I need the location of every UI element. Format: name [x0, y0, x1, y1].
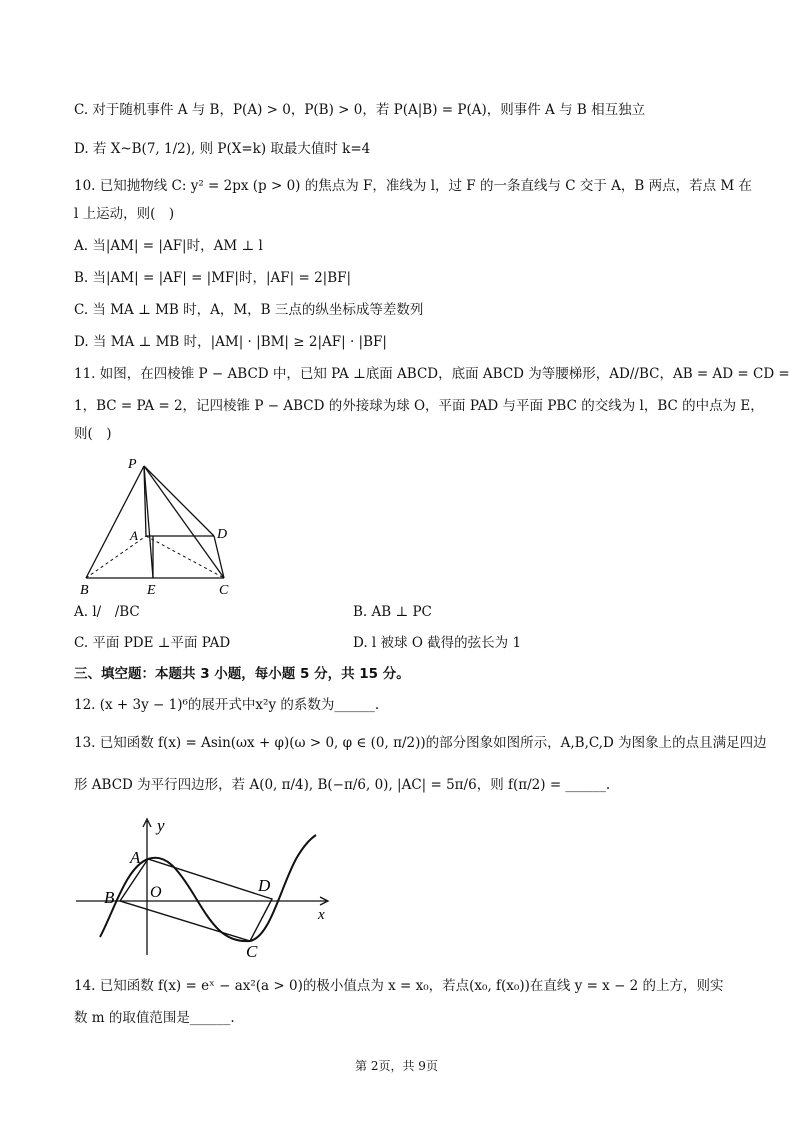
label-x: x	[318, 907, 325, 923]
q11-option-c: C. 平面 PDE ⊥平面 PAD	[74, 635, 231, 651]
label-e: E	[147, 583, 156, 598]
q10-option-b: B. 当|AM| = |AF| = |MF|时，|AF| = 2|BF|	[74, 270, 352, 286]
label-d: D	[217, 527, 228, 542]
q9-option-d: D. 若 X~B(7, 1/2), 则 P(X=k) 取最大值时 k=4	[74, 141, 371, 157]
label-a: A	[130, 528, 138, 543]
q13-stem-line1: 13. 已知函数 f(x) = Asin(ωx + φ)(ω > 0, φ ∈ (0, π/2))的部分图象如图所示，A,B,C,D 为图象上的点且满足四边	[74, 735, 767, 751]
q10-option-c: C. 当 MA ⊥ MB 时，A，M，B 三点的纵坐标成等差数列	[74, 302, 424, 318]
q14-stem-line1: 14. 已知函数 f(x) = eˣ − ax²(a > 0)的极小值点为 x = x₀，若点(x₀, f(x₀))在直线 y = x − 2 的上方，则实	[74, 978, 724, 994]
q9-option-c: C. 对于随机事件 A 与 B，P(A) > 0，P(B) > 0，若 P(A|B) = P(A)，则事件 A 与 B 相互独立	[74, 102, 646, 118]
sine-graph-figure	[74, 815, 344, 963]
q13-stem-line2: 形 ABCD 为平行四边形，若 A(0, π/4), B(−π/6, 0), |AC| = 5π/6，则 f(π/2) = ______.	[74, 777, 611, 793]
label-b: B	[80, 583, 89, 598]
label-y: y	[157, 816, 165, 835]
pyramid-figure	[74, 452, 244, 600]
q11-stem-line3: 则( )	[74, 426, 112, 442]
q11-option-b: B. AB ⊥ PC	[353, 604, 432, 620]
q12-stem: 12. (x + 3y − 1)⁶的展开式中x²y 的系数为______.	[74, 697, 380, 713]
label-b: B	[104, 888, 115, 907]
q10-option-d: D. 当 MA ⊥ MB 时，|AM| · |BM| ≥ 2|AF| · |BF|	[74, 334, 387, 350]
q11-option-a: A. l/ /BC	[74, 604, 140, 620]
edge-pb	[86, 466, 144, 578]
label-o: O	[150, 884, 162, 901]
q10-stem-line1: 10. 已知抛物线 C: y² = 2px (p > 0) 的焦点为 F，准线为 l，过 F 的一条直线与 C 交于 A，B 两点，若点 M 在	[74, 178, 753, 194]
label-d: D	[258, 876, 271, 895]
q11-stem-line2: 1，BC = PA = 2，记四棱锥 P − ABCD 的外接球为球 O，平面 PAD 与平面 PBC 的交线为 l，BC 的中点为 E，	[74, 398, 764, 414]
q10-option-a: A. 当|AM| = |AF|时，AM ⊥ l	[74, 238, 263, 254]
section-heading: 三、填空题：本题共 3 小题，每小题 5 分，共 15 分。	[74, 666, 410, 682]
edge-pc	[144, 466, 224, 578]
q10-stem-line2: l 上运动，则( )	[74, 206, 175, 222]
label-c: C	[246, 942, 258, 961]
q11-stem-line1: 11. 如图，在四棱锥 P − ABCD 中，已知 PA ⊥底面 ABCD，底面 ABCD 为等腰梯形，AD//BC，AB = AD = CD =	[74, 366, 790, 382]
edge-ac-hidden	[146, 536, 224, 578]
edge-pd	[144, 466, 214, 536]
q14-stem-line2: 数 m 的取值范围是______.	[74, 1010, 235, 1026]
q11-option-d: D. l 被球 O 截得的弦长为 1	[353, 635, 522, 651]
label-p: P	[128, 457, 137, 472]
label-c: C	[219, 583, 229, 598]
page-number-footer: 第 2页，共 9页	[355, 1059, 438, 1073]
label-a: A	[130, 848, 141, 867]
